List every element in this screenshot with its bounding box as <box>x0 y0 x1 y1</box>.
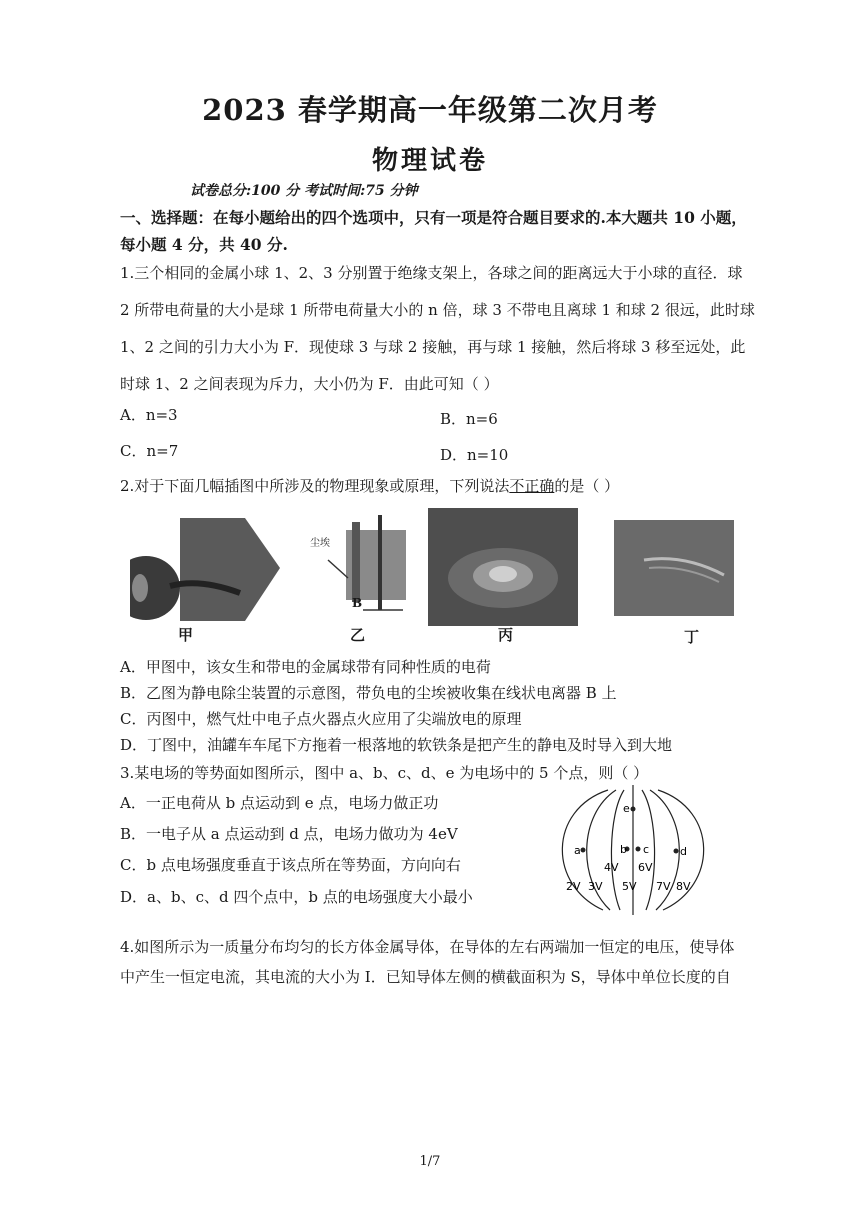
figure-bing-photo <box>428 508 578 626</box>
figure-label-jia: 甲 <box>178 626 194 644</box>
figure-yi-graphic <box>308 510 418 622</box>
q1-line: 1、2 之间的引力大小为 F．现使球 3 与球 2 接触，再与球 1 接触，然后将球 3 移至远处，此 <box>120 338 746 356</box>
q1-line: 时球 1、2 之间表现为斥力，大小仍为 F．由此可知（ ） <box>120 375 499 393</box>
point-a-label: a <box>574 844 581 857</box>
q1-option-c: C．n=7 <box>120 442 179 460</box>
exam-subtitle: 物理试卷 <box>371 146 488 176</box>
q2-option-c: C．丙图中，燃气灶中电子点火器点火应用了尖端放电的原理 <box>120 710 522 728</box>
q1-option-a: A．n=3 <box>120 406 178 424</box>
q3-option-d: D．a、b、c、d 四个点中，b 点的电场强度大小最小 <box>120 888 473 906</box>
point-c-label: c <box>643 843 650 856</box>
exam-title: 2023 春学期高一年级第二次月考 <box>202 93 658 127</box>
figure-yi-b-label: B <box>352 596 363 610</box>
q2-option-d: D．丁图中，油罐车车尾下方拖着一根落地的软铁条是把产生的静电及时导入到大地 <box>120 736 673 754</box>
figure-label-ding: 丁 <box>684 628 700 646</box>
exam-meta: 试卷总分:100 分 考试时间:75 分钟 <box>190 183 418 199</box>
figure-label-bing: 丙 <box>498 626 514 644</box>
q3-option-b: B．一电子从 a 点运动到 d 点，电场力做功为 4eV <box>120 825 458 843</box>
q1-option-d: D．n=10 <box>440 446 509 464</box>
figure-jia-graphic <box>130 518 280 621</box>
q2-option-a: A．甲图中，该女生和带电的金属球带有同种性质的电荷 <box>120 658 491 676</box>
figure-bing-graphic <box>428 508 578 626</box>
potential-6v: 6V <box>638 861 653 874</box>
q4-line: 中产生一恒定电流，其电流的大小为 I．已知导体左侧的横截面积为 S，导体中单位长度的自 <box>120 968 731 986</box>
potential-3v: 3V <box>588 880 603 893</box>
figure-label-yi: 乙 <box>350 626 366 644</box>
q1-line: 1.三个相同的金属小球 1、2、3 分别置于绝缘支架上，各球之间的距离远大于小球的直径．球 <box>120 264 743 282</box>
q2-stem-underline: 不正确 <box>509 477 555 495</box>
equipotential-diagram <box>548 785 728 915</box>
figure-ding-photo <box>614 520 734 616</box>
figure-yi-dust-label: 尘埃 <box>310 538 330 549</box>
q2-option-b: B．乙图为静电除尘装置的示意图，带负电的尘埃被收集在线状电离器 B 上 <box>120 684 617 702</box>
q1-option-b: B．n=6 <box>440 410 498 428</box>
potential-4v: 4V <box>604 861 619 874</box>
q2-stem-post: 的是（ ） <box>554 477 620 495</box>
potential-8v: 8V <box>676 880 691 893</box>
q2-stem-pre: 2.对于下面几幅插图中所涉及的物理现象或原理，下列说法 <box>120 477 510 495</box>
q4-line: 4.如图所示为一质量分布均匀的长方体金属导体，在导体的左右两端加一恒定的电压，使导体 <box>120 938 735 956</box>
section-heading-line1: 一、选择题：在每小题给出的四个选项中，只有一项是符合题目要求的.本大题共 10 小题， <box>120 208 747 227</box>
figure-jia-photo <box>130 518 280 621</box>
page-number: 1/7 <box>419 1154 441 1169</box>
q1-line: 2 所带电荷量的大小是球 1 所带电荷量大小的 n 倍，球 3 不带电且离球 1 和球 2 很远，此时球 <box>120 301 755 319</box>
potential-2v: 2V <box>566 880 581 893</box>
point-e-label: e <box>623 802 630 815</box>
q3-stem: 3.某电场的等势面如图所示，图中 a、b、c、d、e 为电场中的 5 个点，则（ ） <box>120 764 649 782</box>
point-d-label: d <box>680 845 687 858</box>
point-b-label: b <box>620 843 627 856</box>
section-heading-line2: 每小题 4 分，共 40 分. <box>120 235 288 254</box>
q3-option-c: C．b 点电场强度垂直于该点所在等势面，方向向右 <box>120 856 461 874</box>
q3-option-a: A．一正电荷从 b 点运动到 e 点，电场力做正功 <box>120 794 439 812</box>
potential-5v: 5V <box>622 880 637 893</box>
figure-yi-diagram <box>308 510 418 622</box>
potential-7v: 7V <box>656 880 671 893</box>
q2-stem <box>120 475 619 496</box>
figure-ding-graphic <box>614 520 734 616</box>
